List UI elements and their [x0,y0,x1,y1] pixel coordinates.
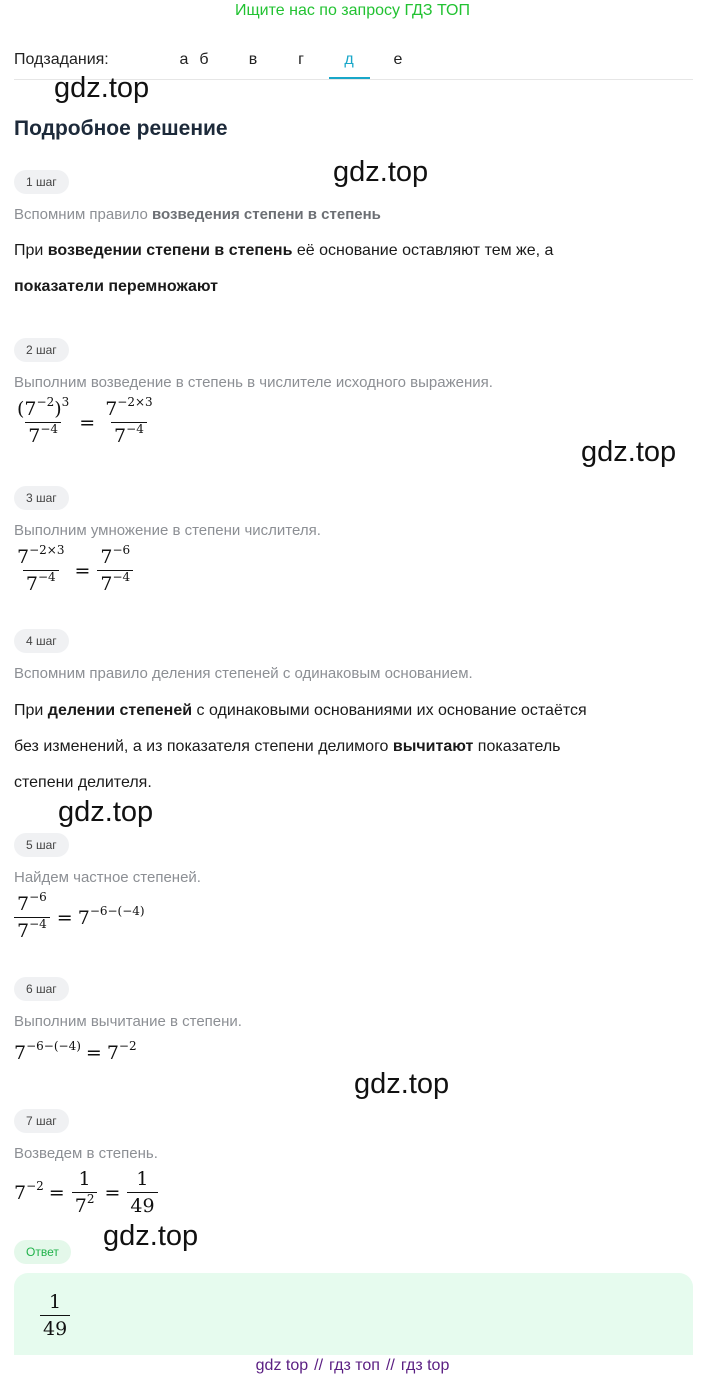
tab-b[interactable]: б [199,51,209,68]
step-badge: 1 шаг [14,170,69,194]
step-note: Возведем в степень. [14,1145,158,1162]
subtasks-label: Подзадания: [14,51,109,68]
fraction: $\frac{(7^{-2})^3}{7^{-4}}$ [17,395,70,447]
formula: $\frac{7^{-2\times 3}}{7^{-4}}$ = $\frac{7^{-6}}{7^{-4}}$ [12,546,135,595]
tab-e[interactable]: е [393,51,403,68]
answer-box [14,1273,693,1355]
step-badge: 2 шаг [14,338,69,362]
footer-separator: // [385,1357,395,1374]
footer-separator: // [314,1357,324,1374]
footer-link[interactable]: гдз top [400,1357,450,1374]
fraction: $\frac{1}{49}$ [127,1168,157,1217]
step-badge: 7 шаг [14,1109,69,1133]
step-note: Выполним возведение в степень в числителе исходного выражения. [14,374,493,391]
formula: $\frac{7^{-6}}{7^{-4}}$ = $7^{-6-(-4)}$ [12,893,145,942]
watermark: gdz.top [103,1220,199,1252]
formula: $7^{-6-(-4)}$ = $7^{-2}$ [14,1039,137,1064]
formula: $7^{-2}$ = $\frac{1}{7^2}$ = $\frac{1}{49}$ [14,1168,160,1217]
tab-d[interactable]: д [344,51,354,68]
step-badge: 6 шаг [14,977,69,1001]
answer-formula [38,1291,72,1340]
footer-links [0,1357,705,1375]
rule-text: При делении степеней с одинаковыми основаниями их основание остаётся [14,702,587,719]
step-badge: 5 шаг [14,833,69,857]
footer-link[interactable]: гдз топ [329,1357,380,1374]
fraction: $\frac{7^{-2\times 3}}{7^{-4}}$ [105,395,153,447]
rule-text: без изменений, а из показателя степени делимого вычитают показатель [14,738,561,755]
section-title: Подробное решение [14,117,228,140]
tab-g[interactable]: г [298,51,304,68]
active-tab-indicator [329,77,370,79]
step-note: Вспомним правило деления степеней с одинаковым основанием. [14,665,473,682]
fraction: $\frac{7^{-2\times 3}}{7^{-4}}$ [17,543,65,595]
tab-a[interactable]: а [179,51,189,68]
fraction: $\frac{7^{-6}}{7^{-4}}$ [14,893,50,942]
rule-text: степени делителя. [14,774,152,791]
rule-text: При возведении степени в степень её основание оставляют тем же, а [14,242,554,259]
fraction: $\frac{1}{7^2}$ [72,1168,98,1217]
step-note: Выполним умножение в степени числителя. [14,522,321,539]
step-badge: 3 шаг [14,486,69,510]
watermark: gdz.top [58,796,154,828]
step-badge: 4 шаг [14,629,69,653]
step-note: Вспомним правило возведения степени в степень [14,206,381,223]
step-note: Найдем частное степеней. [14,869,201,886]
watermark: gdz.top [333,156,429,188]
fraction: $\frac{7^{-6}}{7^{-4}}$ [97,546,133,595]
promo-banner: Ищите нас по запросу ГДЗ ТОП [235,2,470,19]
formula: $\frac{(7^{-2})^3}{7^{-4}}$ = $\frac{7^{-2\times 3}}{7^{-4}}$ [12,398,158,447]
step-note: Выполним вычитание в степени. [14,1013,242,1030]
fraction: $\frac{1}{49}$ [40,1291,70,1340]
tab-v[interactable]: в [248,51,258,68]
watermark: gdz.top [54,72,150,104]
watermark: gdz.top [581,436,677,468]
footer-link[interactable]: gdz top [255,1357,309,1374]
rule-text: показатели перемножают [14,278,218,295]
watermark: gdz.top [354,1068,450,1100]
answer-badge: Ответ [14,1240,71,1264]
